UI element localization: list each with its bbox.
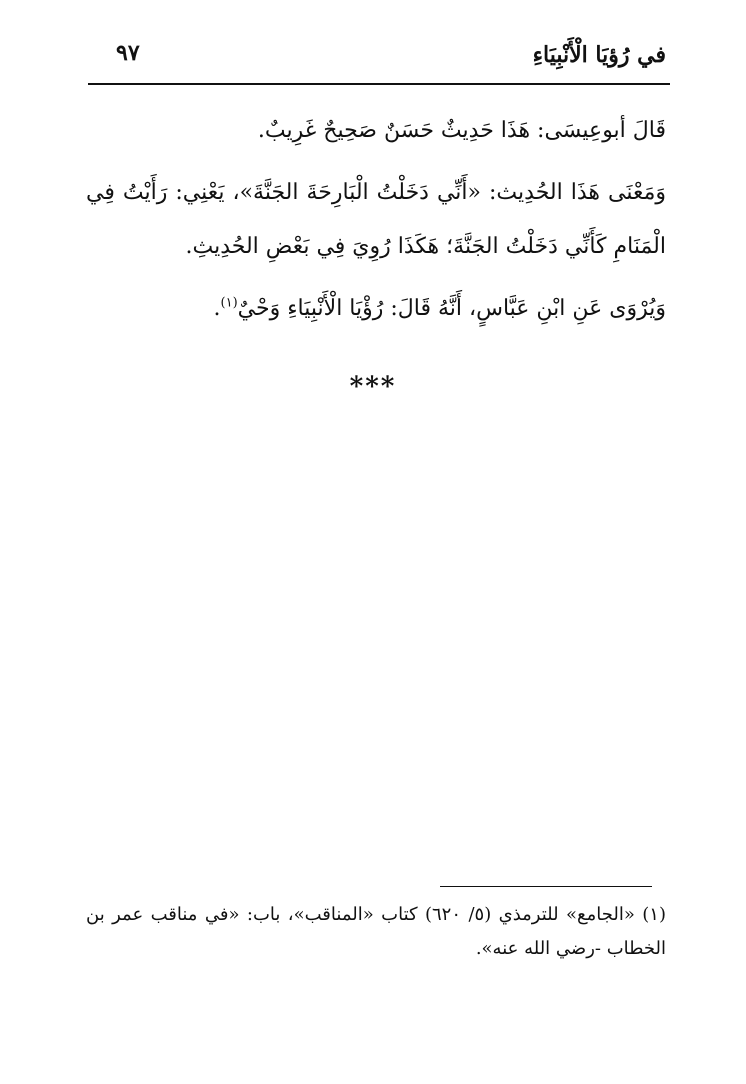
- footnote-marker: (١): [220, 295, 238, 311]
- page-header: [88, 38, 670, 82]
- footnote: (١) «الجامع» للترمذي (٥/ ٦٢٠) كتاب «المناقب»، باب: «في مناقب عمر بن الخطاب -رضي الله عنه».: [86, 904, 666, 959]
- page-number: ٩٧: [116, 40, 140, 66]
- paragraph-3-end: .: [213, 296, 221, 321]
- body-text: [86, 104, 666, 344]
- header-rule: [88, 83, 670, 85]
- paragraph-3: [86, 282, 666, 336]
- paragraph-3-text: وَيُرْوَى عَنِ ابْنِ عَبَّاسٍ، أَنَّهُ قَالَ: رُؤْيَا الْأَنْبِيَاءِ وَحْيٌ: [237, 296, 666, 321]
- paragraph-1: قَالَ أبوعِيسَى: هَذَا حَدِيثٌ حَسَنٌ صَحِيحٌ غَرِيبٌ.: [257, 118, 666, 143]
- paragraph-2: وَمَعْنَى هَذَا الحُدِيث: «أَنِّي دَخَلْتُ الْبَارِحَةَ الجَنَّةَ»، يَعْنِي: رَأَيْتُ فِي الْمَنَامِ كَأَنِّي دَخَلْتُ الجَنَّةَ؛ هَكَذَا رُوِيَ فِي بَعْضِ الحُدِيثِ.: [86, 180, 666, 259]
- running-title: في رُؤيَا الْأَنْبِيَاءِ: [532, 42, 666, 68]
- footnote-rule: [440, 886, 652, 887]
- section-separator: ***: [349, 372, 397, 402]
